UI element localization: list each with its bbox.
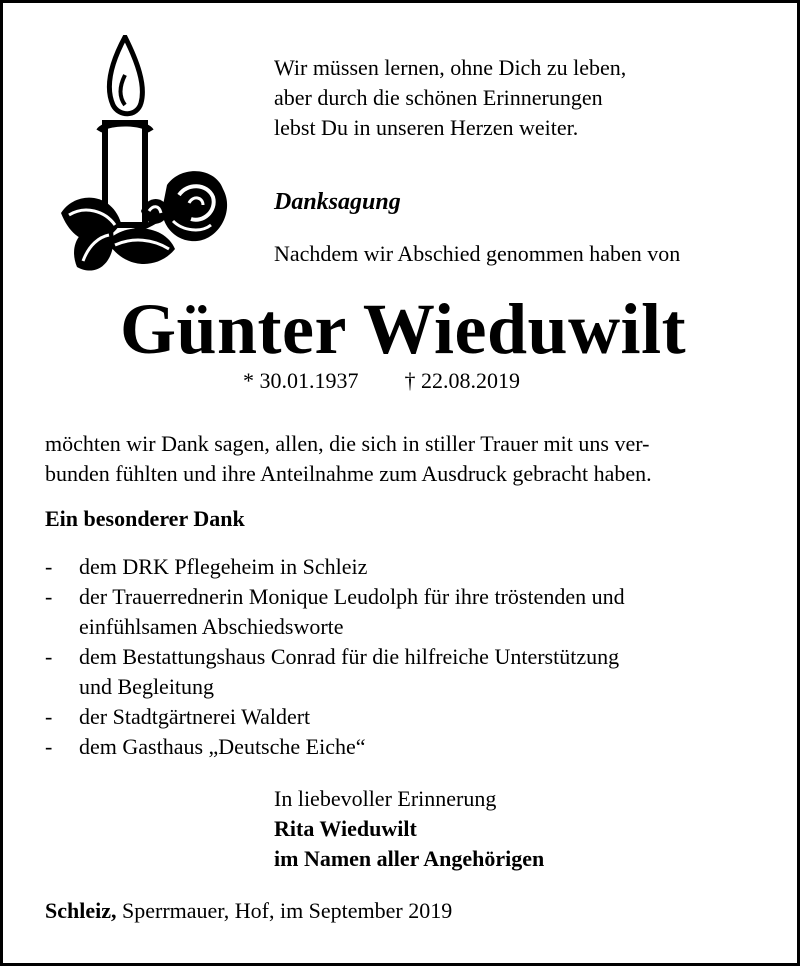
- death-date: † 22.08.2019: [404, 368, 520, 393]
- list-dash: -: [45, 554, 53, 579]
- list-item-text: und Begleitung: [79, 674, 215, 699]
- list-dash: -: [45, 704, 53, 729]
- special-thanks-heading: Ein besonderer Dank: [45, 506, 245, 531]
- heading-danksagung: Danksagung: [274, 189, 401, 215]
- place-city: Schleiz,: [45, 898, 117, 923]
- intro-line: Nachdem wir Abschied genommen haben von: [274, 241, 681, 266]
- list-item: [45, 642, 625, 702]
- verse-line: Wir müssen lernen, ohne Dich zu leben,: [274, 55, 627, 80]
- closing-line: In liebevoller Erinnerung: [274, 786, 497, 811]
- thanks-body: [45, 429, 765, 489]
- birth-date: * 30.01.1937: [243, 368, 359, 393]
- signer-name: Rita Wieduwilt: [274, 816, 417, 841]
- verse-line: lebst Du in unseren Herzen weiter.: [274, 115, 579, 140]
- list-item: [45, 702, 625, 732]
- list-item: [45, 552, 625, 582]
- deceased-name: Günter Wieduwilt: [119, 289, 687, 369]
- place-details: Sperrmauer, Hof, im September 2019: [116, 898, 453, 923]
- list-item-text: einfühlsamen Abschiedsworte: [79, 614, 344, 639]
- place-and-date: [45, 898, 452, 924]
- list-item-text: dem DRK Pflegeheim in Schleiz: [79, 554, 368, 579]
- memorial-verse: [274, 53, 626, 143]
- list-dash: -: [45, 644, 53, 669]
- list-dash: -: [45, 584, 53, 609]
- list-item-text: der Stadtgärtnerei Waldert: [79, 704, 311, 729]
- life-dates: [243, 368, 520, 394]
- list-item-text: dem Bestattungshaus Conrad für die hilfreiche Unterstützung: [79, 644, 620, 669]
- candle-with-rose-icon: [47, 35, 237, 283]
- list-dash: -: [45, 734, 53, 759]
- list-item-text: dem Gasthaus „Deutsche Eiche“: [79, 734, 366, 759]
- verse-line: aber durch die schönen Erinnerungen: [274, 85, 603, 110]
- list-item: [45, 732, 625, 762]
- body-line: möchten wir Dank sagen, allen, die sich in stiller Trauer mit uns ver-: [45, 431, 650, 456]
- body-line: bunden fühlten und ihre Anteilnahme zum Ausdruck gebracht haben.: [45, 461, 652, 486]
- list-item: [45, 582, 625, 642]
- special-thanks-list: [45, 552, 625, 762]
- closing-signature: [274, 784, 544, 874]
- signer-family: im Namen aller Angehörigen: [274, 846, 545, 871]
- list-item-text: der Trauerrednerin Monique Leudolph für ihre tröstenden und: [79, 584, 625, 609]
